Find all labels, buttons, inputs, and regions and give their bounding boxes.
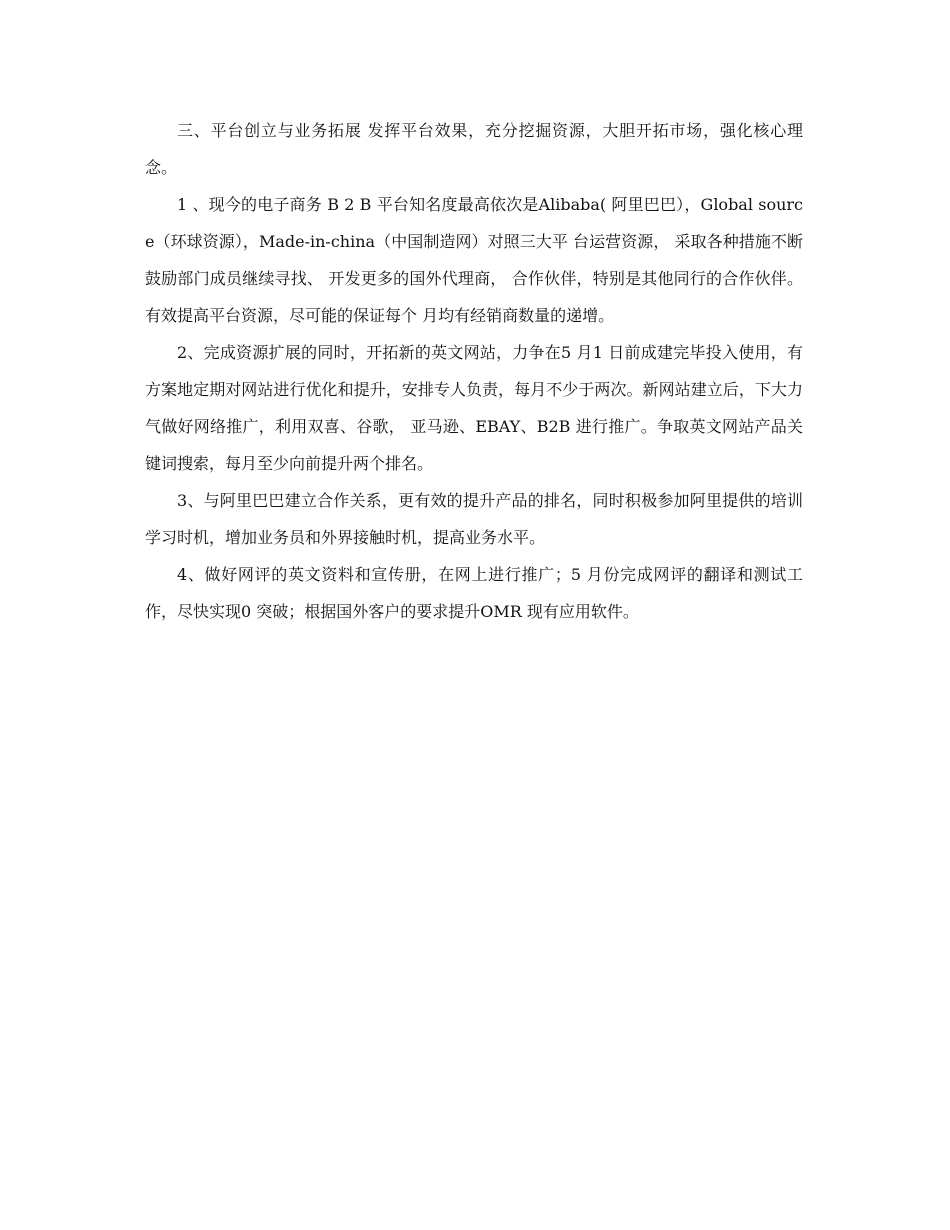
paragraph-item-3: 3、与阿里巴巴建立合作关系，更有效的提升产品的排名，同时积极参加阿里提供的培训学习时机，增加业务员和外界接触时机，提高业务水平。: [145, 491, 803, 547]
paragraph-item-4: 4、做好网评的英文资料和宣传册，在网上进行推广；5 月份完成网评的翻译和测试工作，尽快实现0 突破；根据国外客户的要求提升OMR 现有应用软件。: [145, 565, 803, 621]
paragraph-item-2: 2、完成资源扩展的同时，开拓新的英文网站，力争在5 月1 日前成建完毕投入使用，有方案地定期对网站进行优化和提升，安排专人负责，每月不少于两次。新网站建立后，下大力气做好网络推广，利用双喜、谷歌， 亚马逊、EBAY、B2B 进行推广。争取英文网站产品关键词搜索，每月至少向前提升两个排名。: [145, 343, 803, 473]
document-body: [145, 112, 803, 630]
paragraph-item-1: 1 、现今的电子商务 B 2 B 平台知名度最高依次是Alibaba( 阿里巴巴），Global source（环球资源），Made-in-china（中国制造网）对照三大平 台运营资源， 采取各种措施不断鼓励部门成员继续寻找、 开发更多的国外代理商， 合作伙伴，特别是其他同行的合作伙伴。有效提高平台资源，尽可能的保证每个 月均有经销商数量的递增。: [145, 195, 803, 325]
section-heading-paragraph: 三、平台创立与业务拓展 发挥平台效果，充分挖掘资源，大胆开拓市场，强化核心理念。: [145, 121, 803, 177]
